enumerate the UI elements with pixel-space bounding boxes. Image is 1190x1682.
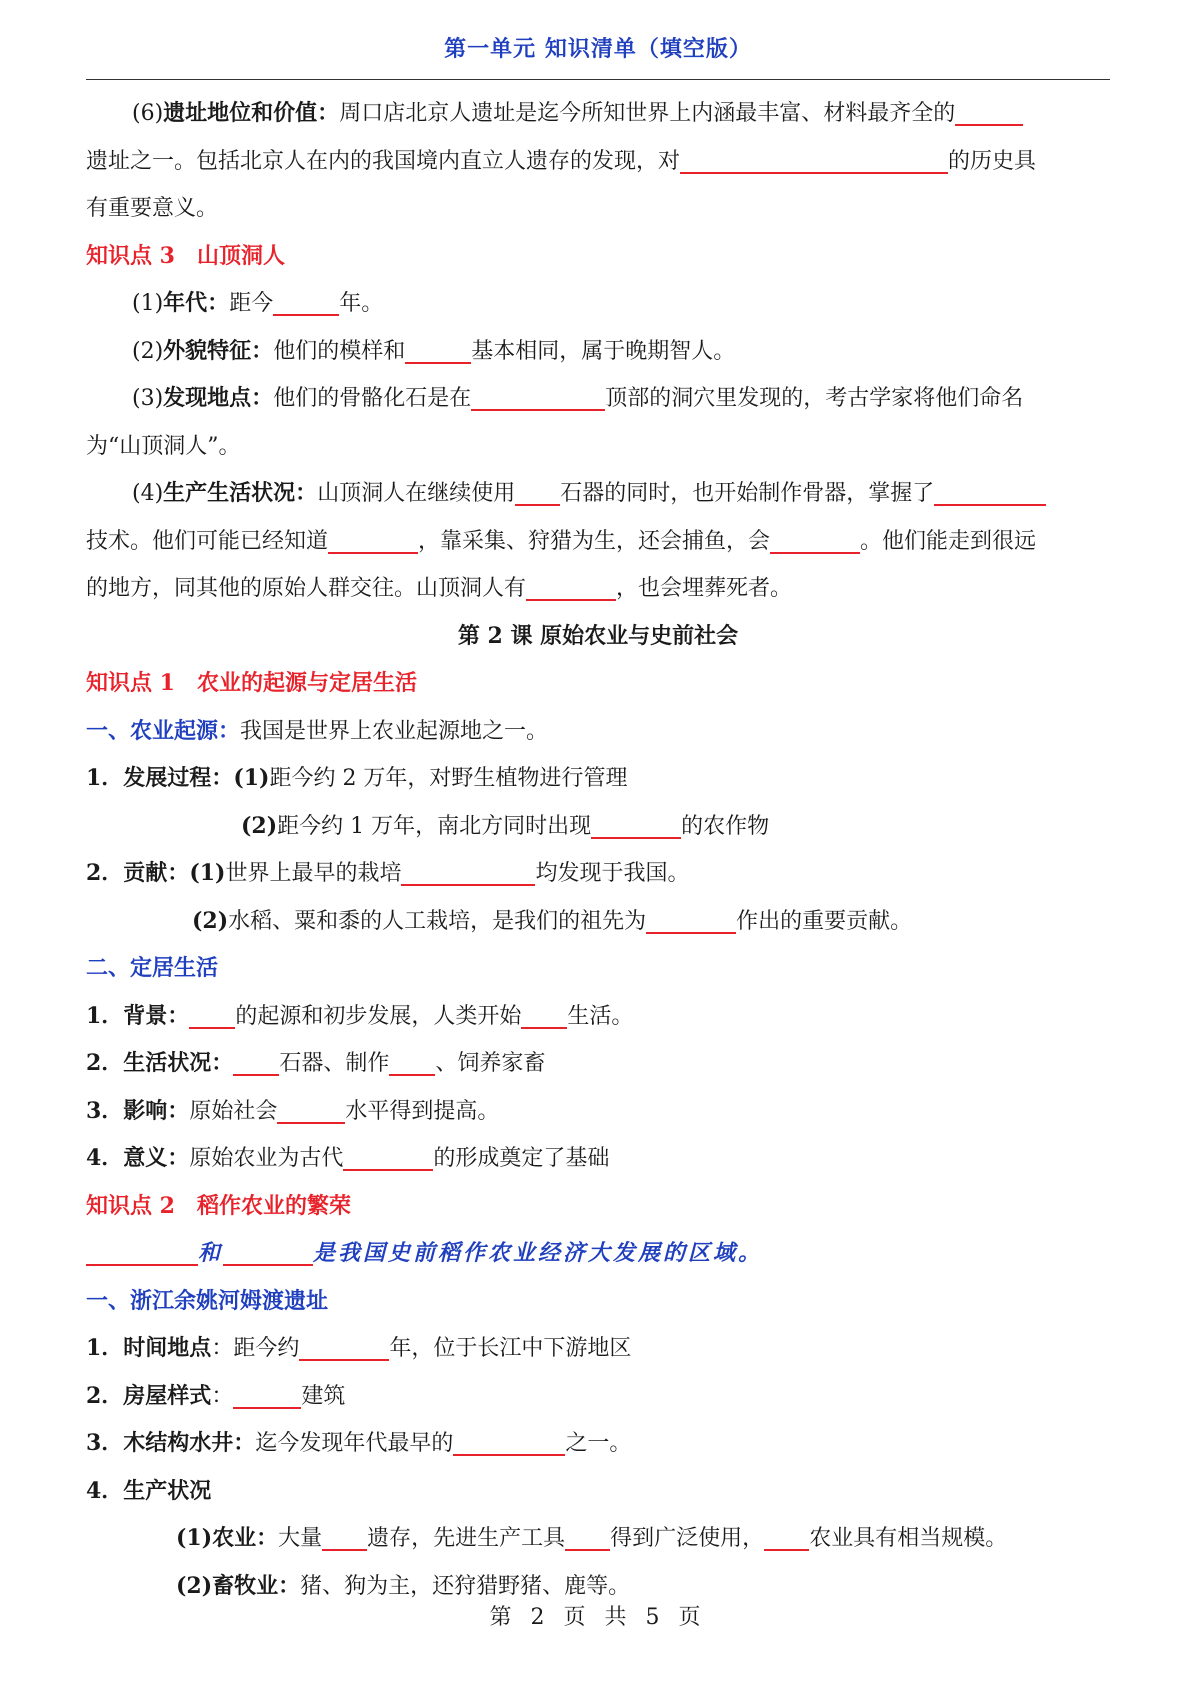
document-page xyxy=(86,0,1110,1682)
section-heading: 知识点 2 稻作农业的繁荣 xyxy=(86,1192,351,1219)
text-span: 2．贡献： xyxy=(86,860,190,886)
section-heading: 知识点 3 山顶洞人 xyxy=(86,242,285,269)
fill-in-blank[interactable] xyxy=(401,854,535,886)
text-span: 距今约 2 万年，对野生植物进行管理 xyxy=(269,766,628,791)
fill-in-blank[interactable] xyxy=(223,1234,313,1266)
text-span: ：距今约 xyxy=(211,1336,300,1361)
fill-in-blank[interactable] xyxy=(328,522,418,554)
text-span: 1．发展过程： xyxy=(86,765,234,791)
text-line xyxy=(86,660,1110,708)
fill-in-blank[interactable] xyxy=(764,1519,809,1551)
text-span: 农业具有相当规模。 xyxy=(809,1526,1008,1551)
text-line xyxy=(86,280,1110,328)
text-span: (6) xyxy=(132,101,164,126)
text-span: (1)农业： xyxy=(176,1525,279,1551)
text-span: 山顶洞人在继续使用 xyxy=(317,481,516,506)
text-span: 基本相同，属于晚期智人。 xyxy=(471,338,736,364)
text-span: 的农作物 xyxy=(681,813,770,839)
text-line xyxy=(86,1135,1110,1183)
text-span: (2)畜牧业： xyxy=(176,1572,301,1599)
text-line xyxy=(86,1515,1110,1563)
fill-in-blank[interactable] xyxy=(471,379,605,411)
text-span: 原始农业为古代 xyxy=(189,1146,344,1171)
text-span: 外貌特征： xyxy=(163,337,274,364)
text-line xyxy=(86,423,1110,471)
text-span: 顶部的洞穴里发现的，考古学家将他们命名 xyxy=(605,386,1024,411)
text-span: 年。 xyxy=(339,291,384,316)
fill-in-blank[interactable] xyxy=(273,284,339,316)
text-line xyxy=(86,138,1110,186)
fill-in-blank[interactable] xyxy=(343,1139,433,1171)
text-span: (1) xyxy=(132,291,164,316)
fill-in-blank[interactable] xyxy=(526,569,616,601)
text-line xyxy=(86,328,1110,376)
text-span: 2．生活状况： xyxy=(86,1050,234,1076)
text-span: 生活。 xyxy=(567,1003,634,1029)
text-line xyxy=(86,755,1110,803)
text-line xyxy=(86,1468,1110,1516)
text-span: 建筑 xyxy=(301,1383,346,1409)
text-line xyxy=(86,1088,1110,1136)
fill-in-blank[interactable] xyxy=(233,1377,301,1409)
text-line xyxy=(86,233,1110,281)
fill-in-blank[interactable] xyxy=(299,1329,389,1361)
text-span: (2) xyxy=(132,338,164,364)
text-span: (1) xyxy=(189,860,226,886)
text-span: 3．木结构水井： xyxy=(86,1430,256,1456)
text-span: 我国是世界上农业起源地之一。 xyxy=(240,718,549,744)
text-line xyxy=(86,1230,1110,1278)
fill-in-blank[interactable] xyxy=(565,1519,610,1551)
text-span: 1．背景： xyxy=(86,1002,190,1029)
header-rule xyxy=(86,79,1110,80)
text-span: 原始社会 xyxy=(189,1098,278,1124)
text-span: 第 2 课 原始农业与史前社会 xyxy=(457,622,739,649)
text-line xyxy=(86,803,1110,851)
text-line xyxy=(86,565,1110,613)
text-span: 技术。他们可能已经知道 xyxy=(86,528,329,554)
text-span: 遗址地位和价值： xyxy=(163,100,340,126)
fill-in-blank[interactable] xyxy=(453,1424,565,1456)
text-span: 大量 xyxy=(278,1526,323,1551)
fill-in-blank[interactable] xyxy=(322,1519,367,1551)
page-header-title: 第一单元 知识清单（填空版） xyxy=(444,36,752,62)
text-span: 3．影响： xyxy=(86,1097,190,1124)
text-span: 周口店北京人遗址是迄今所知世界上内涵最丰富、材料最齐全的 xyxy=(339,101,956,126)
text-line xyxy=(86,518,1110,566)
text-line xyxy=(86,375,1110,423)
text-span: 均发现于我国。 xyxy=(535,861,690,886)
text-span: 他们的模样和 xyxy=(273,338,406,364)
text-line xyxy=(86,1325,1110,1373)
fill-in-blank[interactable] xyxy=(515,474,560,506)
text-span: 年，位于长江中下游地区 xyxy=(389,1336,632,1361)
fill-in-blank[interactable] xyxy=(770,522,860,554)
text-span: (4) xyxy=(132,481,164,506)
text-span: 迄今发现年代最早的 xyxy=(255,1431,454,1456)
text-span: 距今约 1 万年，南北方同时出现 xyxy=(277,813,592,839)
text-span: 遗址之一。包括北京人在内的我国境内直立人遗存的发现，对 xyxy=(86,148,681,174)
text-span: 得到广泛使用， xyxy=(610,1526,765,1551)
text-span: (1) xyxy=(233,765,270,791)
text-span: 是我国史前稻作农业经济大发展的区域。 xyxy=(313,1240,764,1266)
text-span: 发现地点： xyxy=(163,385,274,411)
text-span: 作出的重要贡献。 xyxy=(736,908,913,934)
text-line xyxy=(86,1183,1110,1231)
text-span: 的地方，同其他的原始人群交往。山顶洞人有 xyxy=(86,576,527,601)
text-span: 、饲养家畜 xyxy=(435,1051,546,1076)
fill-in-blank[interactable] xyxy=(233,1044,279,1076)
text-line xyxy=(86,850,1110,898)
text-span: (2) xyxy=(241,812,278,839)
text-span: 有重要意义。 xyxy=(86,196,219,221)
fill-in-blank[interactable] xyxy=(955,94,1023,126)
text-span: 的历史具 xyxy=(948,148,1037,174)
text-line xyxy=(86,185,1110,233)
fill-in-blank[interactable] xyxy=(86,1234,198,1266)
subsection-heading: 一、浙江余姚河姆渡遗址 xyxy=(86,1287,329,1314)
text-span: ： xyxy=(211,1383,234,1409)
text-span: 水稻、粟和黍的人工栽培，是我们的祖先为 xyxy=(228,908,647,934)
text-span: 4．意义： xyxy=(86,1145,190,1171)
text-line xyxy=(86,90,1110,138)
text-span: 石器、制作 xyxy=(279,1051,390,1076)
text-span: 世界上最早的栽培 xyxy=(225,861,402,886)
text-span: 水平得到提高。 xyxy=(345,1098,500,1124)
fill-in-blank[interactable] xyxy=(680,142,948,174)
text-span: 的起源和初步发展，人类开始 xyxy=(235,1003,522,1029)
text-span: 2．房屋样式 xyxy=(86,1382,212,1409)
text-span: 猪、狗为主，还狩猎野猪、鹿等。 xyxy=(300,1573,631,1599)
text-span: 年代： xyxy=(163,290,230,316)
text-line xyxy=(86,1373,1110,1421)
text-span: ，也会埋葬死者。 xyxy=(616,576,793,601)
text-span: 和 xyxy=(198,1240,224,1266)
text-line xyxy=(86,993,1110,1041)
text-span: (3) xyxy=(132,386,164,411)
text-span: 4．生产状况 xyxy=(86,1477,212,1504)
text-span: 。他们能走到很远 xyxy=(860,528,1037,554)
subsection-heading: 一、农业起源： xyxy=(86,717,241,744)
text-line xyxy=(86,613,1110,661)
section-heading: 知识点 1 农业的起源与定居生活 xyxy=(86,670,417,696)
fill-in-blank[interactable] xyxy=(646,902,736,934)
text-span: 的形成奠定了基础 xyxy=(433,1146,610,1171)
fill-in-blank[interactable] xyxy=(389,1044,435,1076)
page-footer: 第 2 页 共 5 页 xyxy=(489,1605,707,1630)
fill-in-blank[interactable] xyxy=(521,997,567,1029)
text-span: 遗存，先进生产工具 xyxy=(367,1526,566,1551)
fill-in-blank[interactable] xyxy=(405,332,471,364)
text-span: (2) xyxy=(192,907,229,934)
document-body xyxy=(86,90,1110,1610)
text-line xyxy=(86,945,1110,993)
subsection-heading: 二、定居生活 xyxy=(86,955,219,981)
text-span: 他们的骨骼化石是在 xyxy=(273,386,472,411)
text-span: ，靠采集、狩猎为生，还会捕鱼，会 xyxy=(418,528,771,554)
text-line xyxy=(86,1040,1110,1088)
fill-in-blank[interactable] xyxy=(189,997,235,1029)
text-span: 为“山顶洞人”。 xyxy=(86,433,241,459)
text-line xyxy=(86,470,1110,518)
text-span: 距今 xyxy=(229,291,274,316)
text-span: 之一。 xyxy=(565,1431,632,1456)
fill-in-blank[interactable] xyxy=(934,474,1046,506)
text-line xyxy=(86,898,1110,946)
fill-in-blank[interactable] xyxy=(591,807,681,839)
fill-in-blank[interactable] xyxy=(277,1092,345,1124)
text-span: 石器的同时，也开始制作骨器，掌握了 xyxy=(560,481,935,506)
text-span: 1．时间地点 xyxy=(86,1335,212,1361)
text-line xyxy=(86,1278,1110,1326)
text-line xyxy=(86,708,1110,756)
text-line xyxy=(86,1420,1110,1468)
text-span: 生产生活状况： xyxy=(163,480,318,506)
